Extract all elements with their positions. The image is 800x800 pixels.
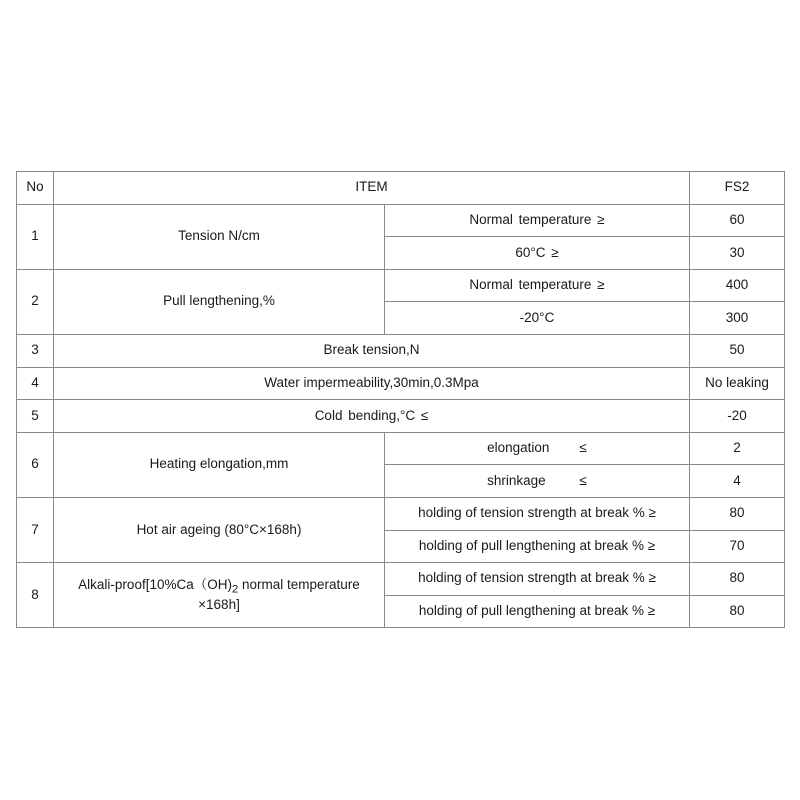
condition-cell: shrinkage ≤ xyxy=(385,465,690,498)
value-cell: 50 xyxy=(690,334,785,367)
item-cell xyxy=(54,563,385,628)
item-cell: Hot air ageing (80°C×168h) xyxy=(54,497,385,562)
table-row xyxy=(17,269,785,302)
table-row xyxy=(17,497,785,530)
value-cell: 30 xyxy=(690,237,785,270)
item-cell: Break tension,N xyxy=(54,334,690,367)
value-cell: 80 xyxy=(690,497,785,530)
item-cell: Cold bending,°C ≤ xyxy=(54,400,690,433)
value-cell: -20 xyxy=(690,400,785,433)
row-number: 7 xyxy=(17,497,54,562)
value-cell: 80 xyxy=(690,563,785,596)
table-row xyxy=(17,563,785,596)
value-cell: 80 xyxy=(690,595,785,628)
row-number: 6 xyxy=(17,432,54,497)
condition-cell: Normal temperature ≥ xyxy=(385,204,690,237)
value-cell: 4 xyxy=(690,465,785,498)
table-row xyxy=(17,204,785,237)
condition-cell: holding of tension strength at break % ≥ xyxy=(385,497,690,530)
condition-cell: elongation ≤ xyxy=(385,432,690,465)
item-subscript: 2 xyxy=(231,583,239,596)
item-text-post: normal temperature ×168h] xyxy=(198,576,360,612)
condition-cell: holding of pull lengthening at break % ≥ xyxy=(385,595,690,628)
condition-cell: Normal temperature ≥ xyxy=(385,269,690,302)
condition-cell: holding of tension strength at break % ≥ xyxy=(385,563,690,596)
item-text-pre: Alkali-proof[10%Ca（OH) xyxy=(78,576,232,592)
value-cell: 70 xyxy=(690,530,785,563)
item-cell: Heating elongation,mm xyxy=(54,432,385,497)
row-number: 2 xyxy=(17,269,54,334)
table-header-row xyxy=(17,172,785,205)
item-cell: Water impermeability,30min,0.3Mpa xyxy=(54,367,690,400)
header-no: No xyxy=(17,172,54,205)
row-number: 1 xyxy=(17,204,54,269)
header-grade: FS2 xyxy=(690,172,785,205)
condition-cell: holding of pull lengthening at break % ≥ xyxy=(385,530,690,563)
value-cell: No leaking xyxy=(690,367,785,400)
table-row xyxy=(17,334,785,367)
table-row xyxy=(17,432,785,465)
row-number: 4 xyxy=(17,367,54,400)
condition-cell: -20°C xyxy=(385,302,690,335)
table-row xyxy=(17,367,785,400)
item-cell: Tension N/cm xyxy=(54,204,385,269)
value-cell: 300 xyxy=(690,302,785,335)
row-number: 8 xyxy=(17,563,54,628)
specification-table xyxy=(16,171,785,628)
value-cell: 400 xyxy=(690,269,785,302)
table-row xyxy=(17,400,785,433)
value-cell: 60 xyxy=(690,204,785,237)
value-cell: 2 xyxy=(690,432,785,465)
header-item: ITEM xyxy=(54,172,690,205)
item-cell: Pull lengthening,% xyxy=(54,269,385,334)
condition-cell: 60°C ≥ xyxy=(385,237,690,270)
row-number: 5 xyxy=(17,400,54,433)
row-number: 3 xyxy=(17,334,54,367)
